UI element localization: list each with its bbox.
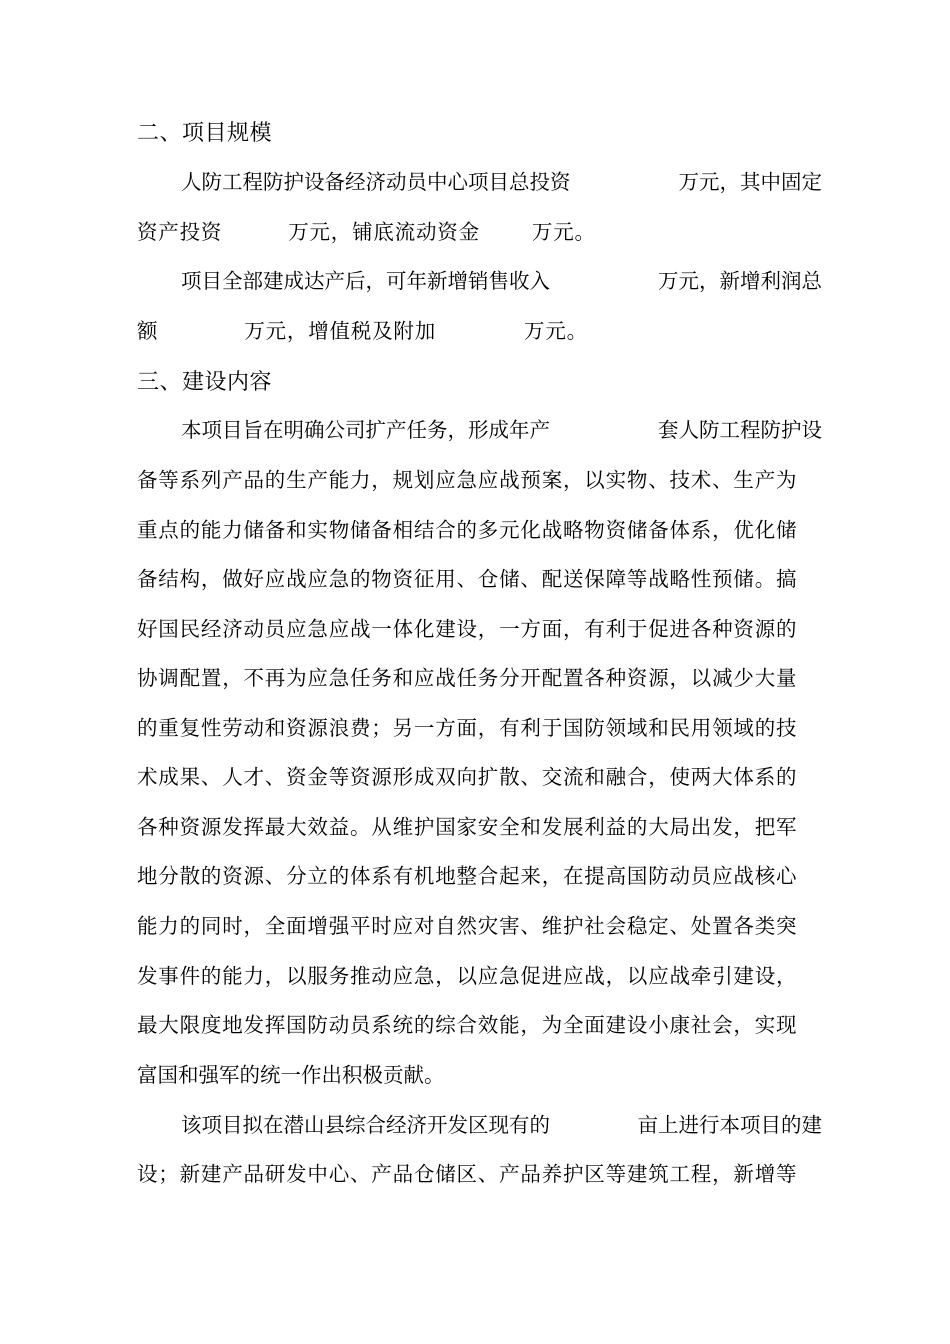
content-p1-line: 能力的同时，全面增强平时应对自然灾害、维护社会稳定、处置各类突 [137,914,798,938]
scale-p2-text-c: 额 [137,319,159,343]
scale-p1-text-e: 万元。 [531,220,596,244]
content-p1-line-1 [181,415,822,445]
scale-p2-text-e: 万元。 [524,319,588,343]
scale-p2-text-a: 项目全部建成达产后，可年新增销售收入 [181,269,550,293]
content-p1-line: 备结构，做好应战应急的物资征用、仓储、配送保障等战略性预储。搞 [137,567,798,591]
content-p2-text-a: 该项目拟在潜山县综合经济开发区现有的 [181,1113,550,1137]
scale-p2-line-2 [137,316,588,346]
scale-p2-text-b: 万元，新增利润总 [658,269,822,293]
content-p1-line: 协调配置，不再为应急任务和应战任务分开配置各种资源，以减少大量 [137,666,798,690]
content-p1-line: 备等系列产品的生产能力，规划应急应战预案，以实物、技术、生产为 [137,468,798,492]
content-p1-line: 的重复性劳动和资源浪费；另一方面，有利于国防领域和民用领域的技 [137,716,798,740]
content-p2-line-1 [181,1110,822,1140]
scale-p1-text-d: 万元，铺底流动资金 [288,220,480,244]
scale-p1-line-1 [181,167,822,197]
content-p2-line-2: 设；新建产品研发中心、产品仓储区、产品养护区等建筑工程，新增等 [137,1162,798,1186]
content-p1-line: 好国民经济动员应急应战一体化建设，一方面，有利于促进各种资源的 [137,617,798,641]
content-p1-text-a: 本项目旨在明确公司扩产任务，形成年产 [181,418,550,442]
scale-p1-text-c: 资产投资 [137,220,223,244]
scale-p2-text-d: 万元，增值税及附加 [244,319,437,343]
content-p1-line: 各种资源发挥最大效益。从维护国家安全和发展利益的大局出发，把军 [137,815,798,839]
scale-p2-line-1 [181,266,822,296]
content-p1-line: 富国和强军的统一作出积极贡献。 [137,1063,445,1087]
content-p1-line: 重点的能力储备和实物储备相结合的多元化战略物资储备体系，优化储 [137,518,798,542]
section-heading-scale: 二、项目规模 [137,121,273,146]
content-p1-line: 发事件的能力，以服务推动应急，以应急促进应战，以应战牵引建设， [137,964,798,988]
content-p1-line: 地分散的资源、分立的体系有机地整合起来，在提高国防动员应战核心 [137,864,798,888]
content-p1-line: 术成果、人才、资金等资源形成双向扩散、交流和融合，使两大体系的 [137,765,798,789]
scale-p1-text-b: 万元，其中固定 [678,170,822,194]
section-heading-content: 三、建设内容 [137,370,273,395]
content-p1-line: 最大限度地发挥国防动员系统的综合效能，为全面建设小康社会，实现 [137,1013,798,1037]
content-p2-text-b: 亩上进行本项目的建 [637,1113,822,1137]
content-p1-text-b: 套人防工程防护设 [658,418,822,442]
scale-p1-line-2 [137,217,596,247]
scale-p1-text-a: 人防工程防护设备经济动员中心项目总投资 [181,170,571,194]
